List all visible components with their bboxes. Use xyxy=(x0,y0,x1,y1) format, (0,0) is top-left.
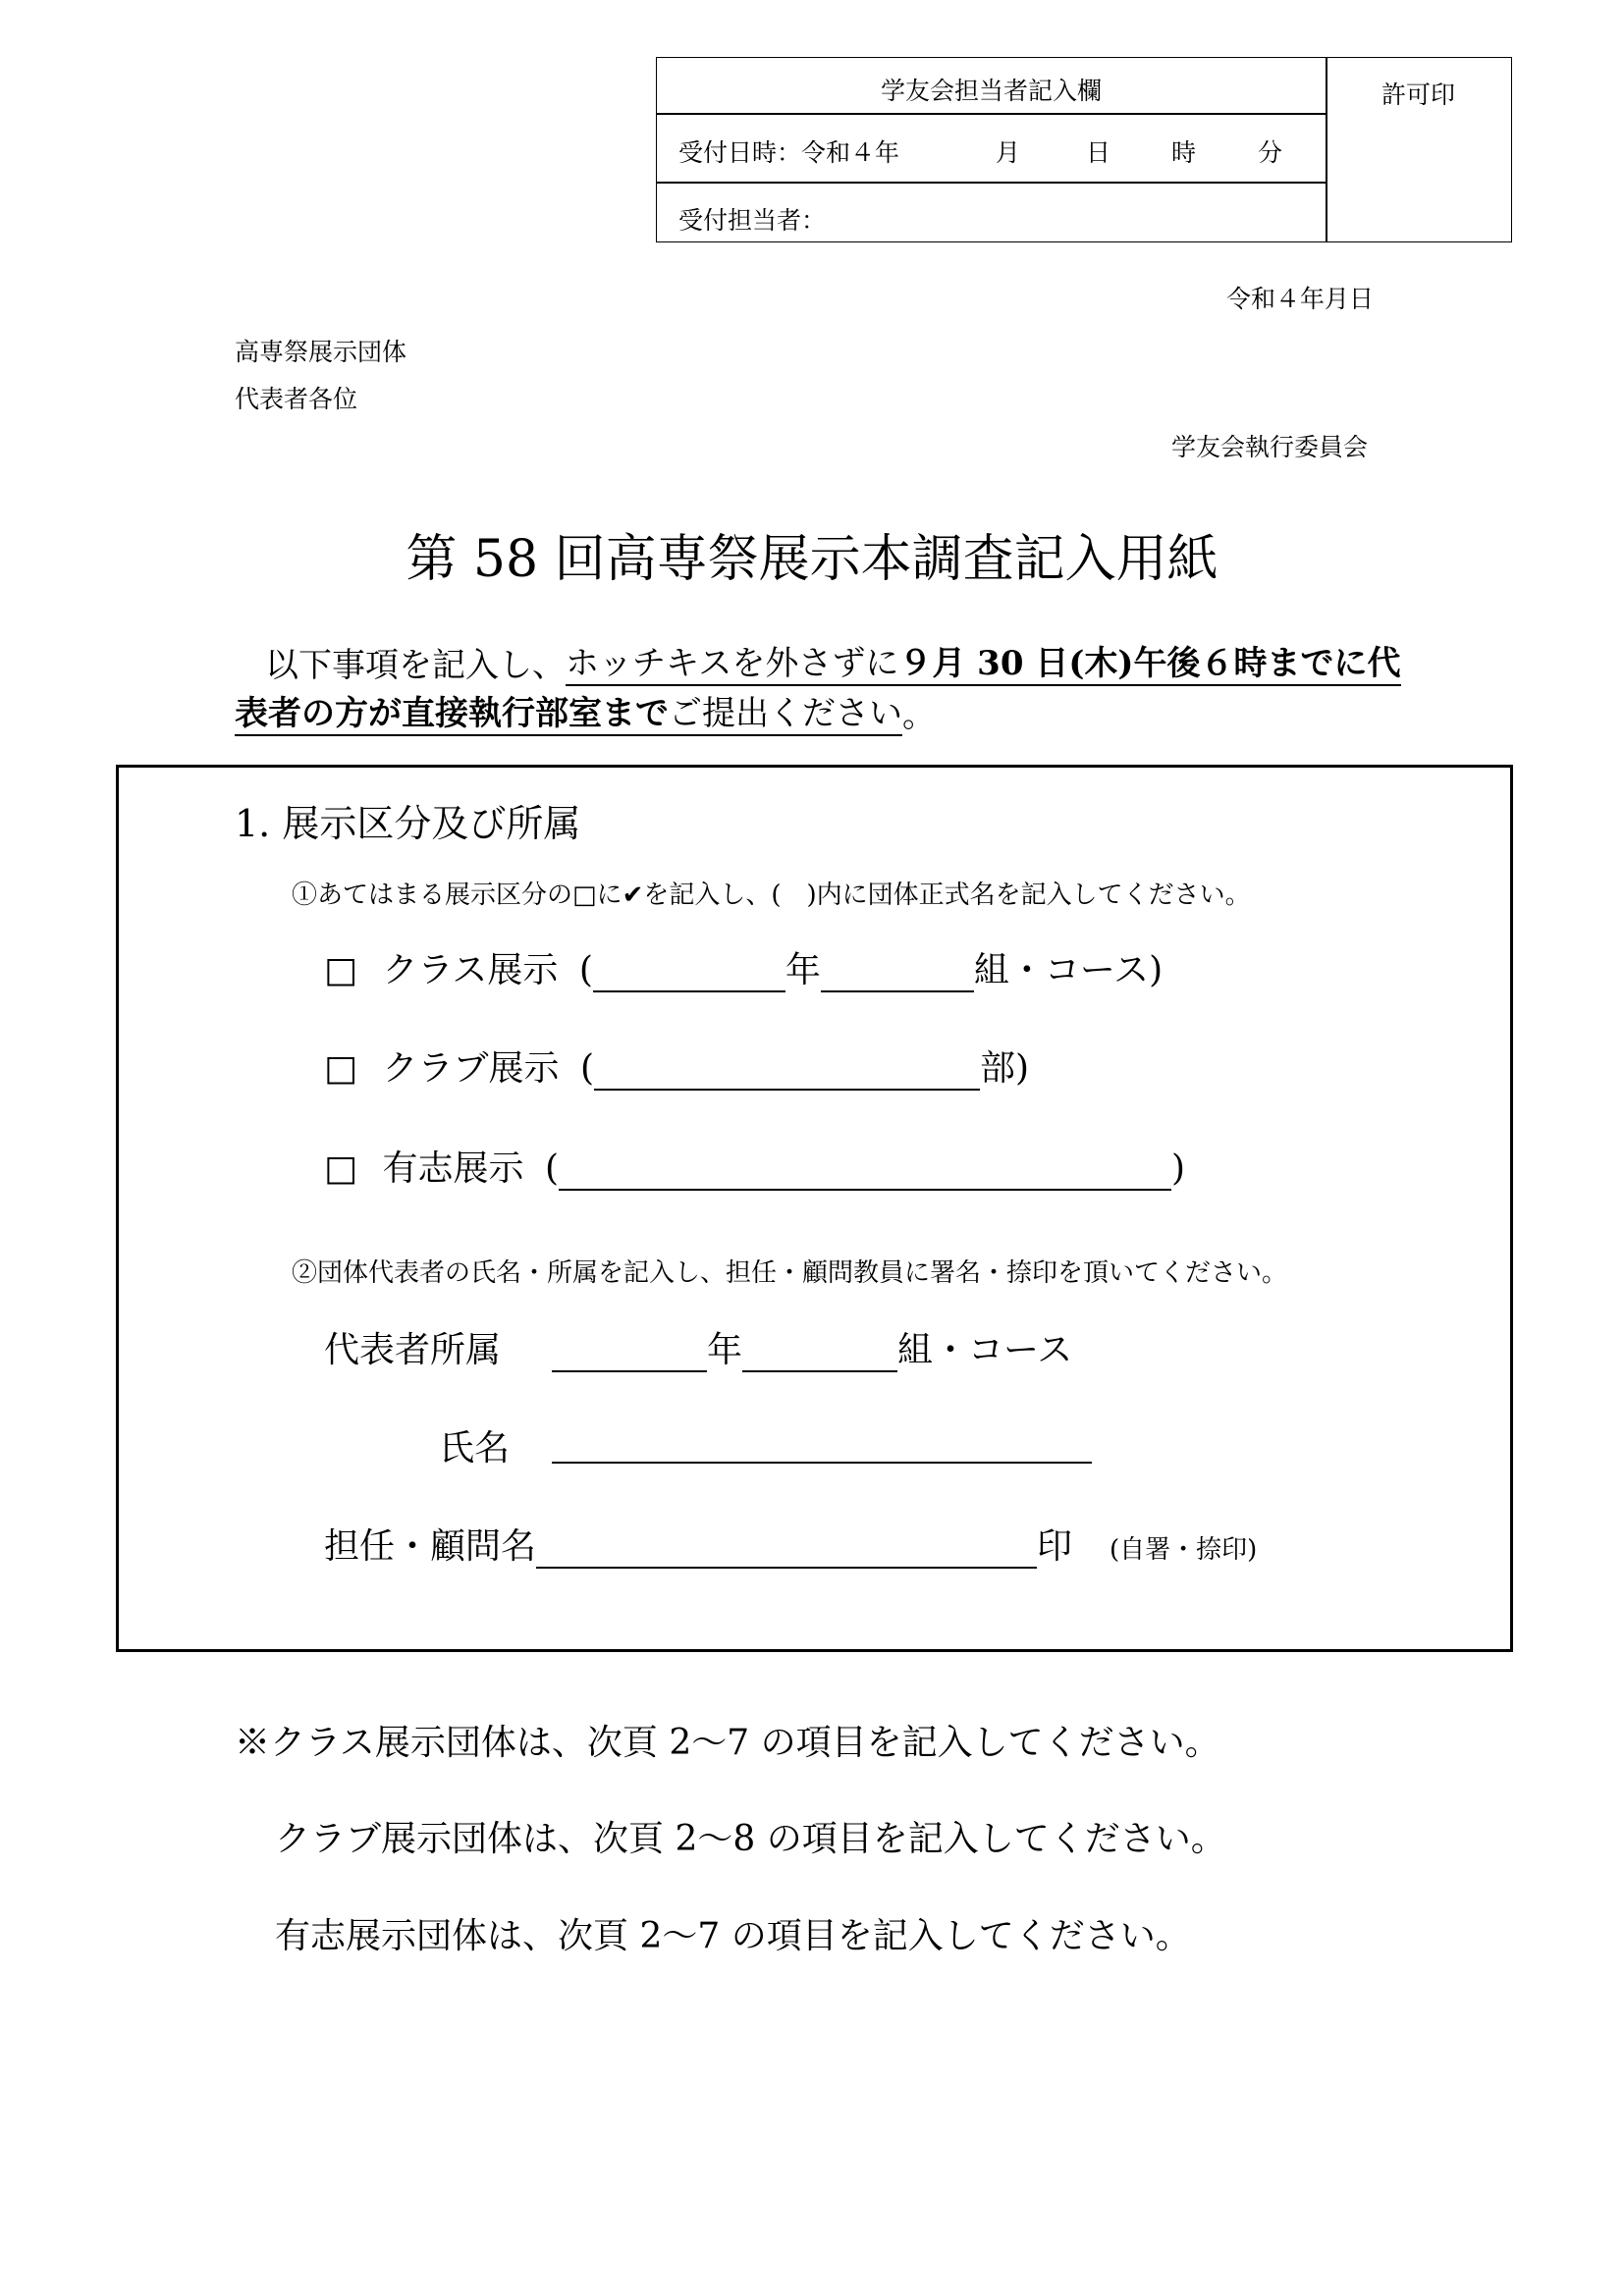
reception-month-label: 月 xyxy=(996,138,1021,167)
instruction-submit: ご提出ください xyxy=(669,686,902,736)
instruction-submit-place: 表者の方が直接執行部室まで xyxy=(235,686,669,736)
note-club: クラブ展示団体は、次頁 2～8 の項目を記入してください。 xyxy=(275,1819,1226,1859)
class-exhibit-course-label: 組・コース) xyxy=(973,950,1164,990)
club-name-field[interactable] xyxy=(594,1053,980,1091)
addressee-representatives: 代表者各位 xyxy=(235,385,358,413)
rep-affiliation-row xyxy=(552,1322,1072,1372)
club-exhibit-club-label: 部) xyxy=(979,1048,1030,1089)
rep-affiliation-label: 代表者所属 xyxy=(324,1330,502,1370)
club-exhibit-paren: ( xyxy=(579,1048,594,1089)
page-title: 第 58 回高専祭展示本調査記入用紙 xyxy=(406,530,1218,589)
staff-entry-box xyxy=(656,57,1512,242)
class-exhibit-label: クラス展示 xyxy=(382,950,559,990)
instruction-no-staple: ホッチキスを外さずに xyxy=(566,636,898,686)
class-exhibit-year-field[interactable] xyxy=(593,955,785,992)
section1-heading: 1. 展示区分及び所属 xyxy=(235,802,581,845)
rep-year-label: 年 xyxy=(707,1330,743,1370)
volunteer-exhibit-label: 有志展示 xyxy=(382,1148,524,1189)
instruction-line1 xyxy=(265,636,1401,686)
class-exhibit-checkbox[interactable]: □ xyxy=(324,950,358,990)
class-exhibit-year-label: 年 xyxy=(785,950,821,990)
club-exhibit-checkbox[interactable]: □ xyxy=(324,1048,358,1089)
reception-staff-label: 受付担当者： xyxy=(678,206,827,235)
instruction-period: 。 xyxy=(902,696,936,735)
advisor-row xyxy=(324,1519,1072,1569)
seal-note: (自署・捺印) xyxy=(1110,1535,1258,1565)
rep-year-field[interactable] xyxy=(552,1335,707,1372)
reception-minute-label: 分 xyxy=(1258,138,1283,167)
note-volunteer: 有志展示団体は、次頁 2～7 の項目を記入してください。 xyxy=(275,1916,1191,1956)
volunteer-exhibit-checkbox[interactable]: □ xyxy=(324,1148,358,1189)
rep-group-field[interactable] xyxy=(742,1335,897,1372)
volunteer-group-name-field[interactable] xyxy=(559,1153,1171,1191)
staff-box-row-line xyxy=(657,113,1326,115)
option-volunteer-exhibit xyxy=(324,1141,1185,1191)
staff-box-heading: 学友会担当者記入欄 xyxy=(880,77,1102,105)
staff-box-row-line xyxy=(657,182,1326,184)
addressee-group: 高専祭展示団体 xyxy=(235,338,407,366)
permission-seal-label: 許可印 xyxy=(1380,80,1455,109)
reception-day-label: 日 xyxy=(1086,138,1111,167)
rep-course-label: 組・コース xyxy=(897,1330,1073,1370)
section1-note1: ①あてはまる展示区分の□に✔を記入し、( )内に団体正式名を記入してください。 xyxy=(292,881,1251,910)
rep-name-row xyxy=(552,1422,1092,1464)
class-exhibit-paren: ( xyxy=(578,950,593,990)
volunteer-exhibit-close: ) xyxy=(1170,1148,1186,1189)
instruction-deadline: ９月 30 日(木)午後６時までに代 xyxy=(898,636,1400,686)
rep-name-label: 氏名 xyxy=(439,1428,511,1468)
club-exhibit-label: クラブ展示 xyxy=(382,1048,560,1089)
reception-hour-label: 時 xyxy=(1171,138,1197,167)
reception-time-label: 受付日時：令和４年 xyxy=(678,138,900,167)
note-class: ※クラス展示団体は、次頁 2～7 の項目を記入してください。 xyxy=(235,1723,1220,1763)
sender: 学友会執行委員会 xyxy=(1171,433,1369,461)
instruction-line2 xyxy=(235,686,936,736)
document-date: 令和４年月日 xyxy=(1226,285,1375,313)
advisor-label: 担任・顧問名 xyxy=(324,1526,537,1567)
class-exhibit-group-field[interactable] xyxy=(821,955,974,992)
advisor-name-field[interactable] xyxy=(536,1531,1037,1569)
rep-name-field[interactable] xyxy=(552,1422,1092,1464)
instruction-text: 以下事項を記入し、 xyxy=(265,646,566,685)
seal-label: 印 xyxy=(1037,1526,1073,1567)
option-club-exhibit xyxy=(324,1041,1029,1091)
section1-note2: ②団体代表者の氏名・所属を記入し、担任・顧問教員に署名・捺印を頂いてください。 xyxy=(292,1258,1288,1288)
option-class-exhibit xyxy=(324,942,1163,992)
volunteer-exhibit-paren: ( xyxy=(544,1148,559,1189)
